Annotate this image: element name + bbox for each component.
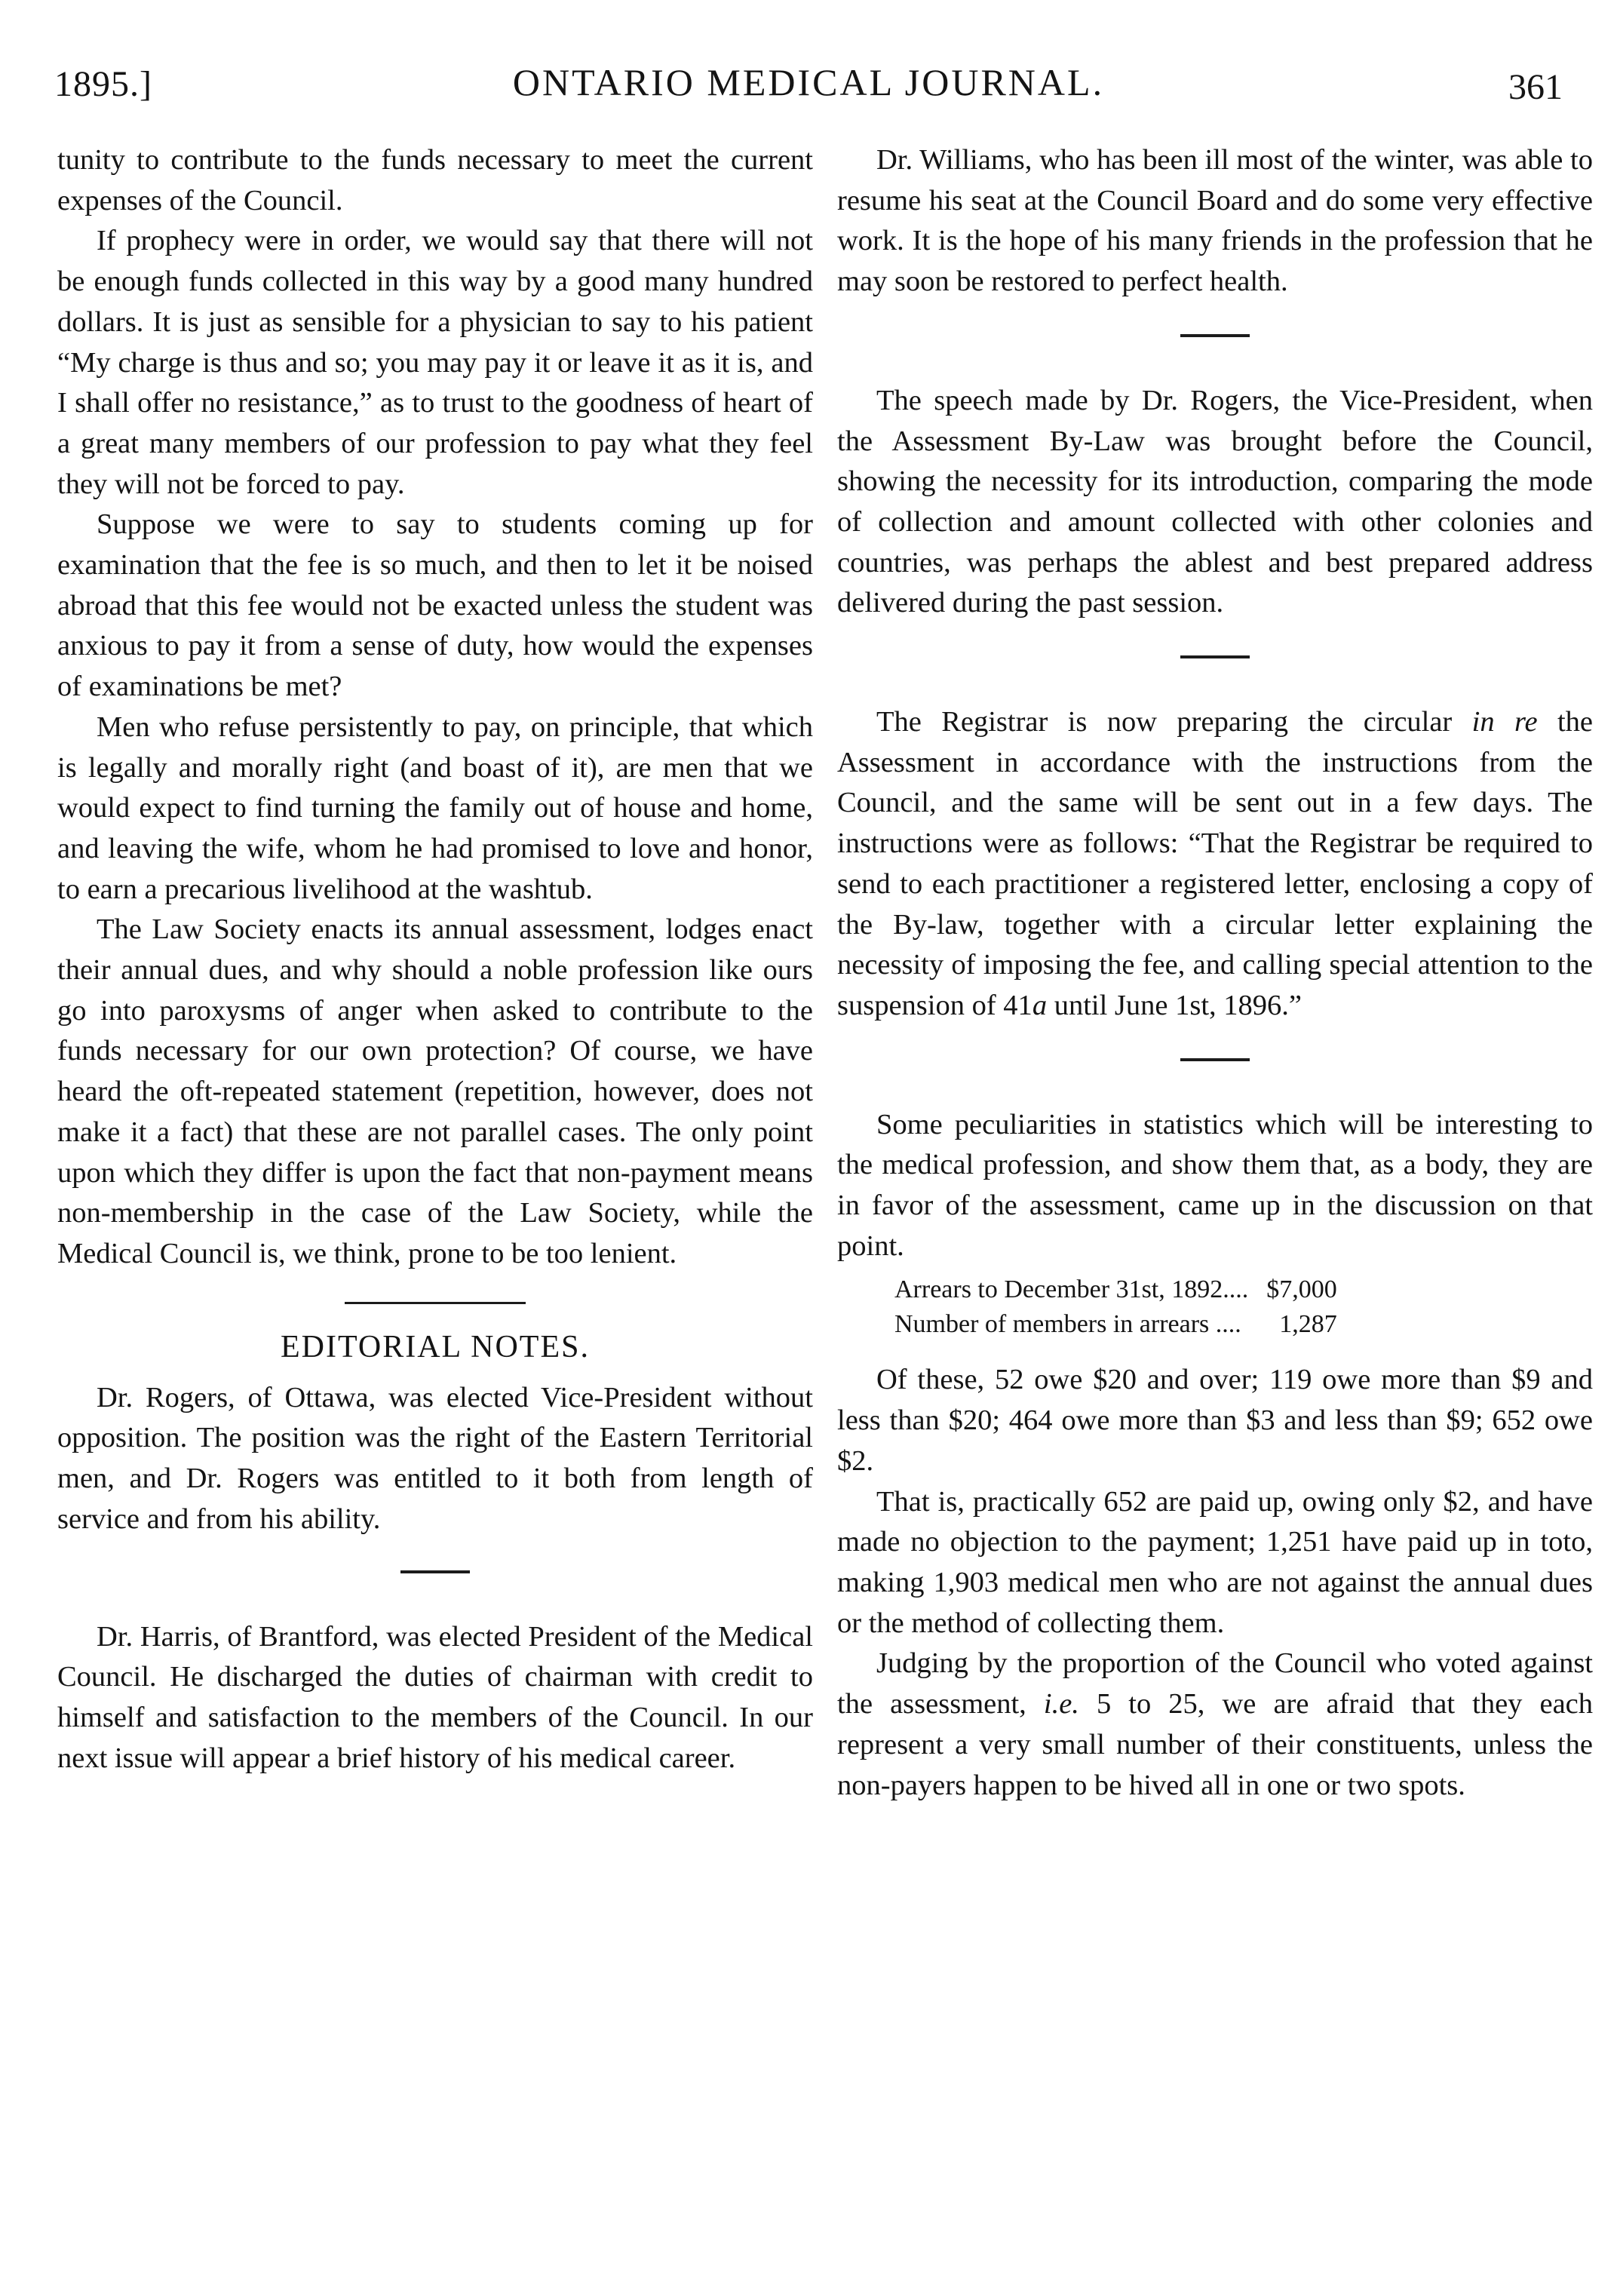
paragraph-law-society: The Law Society enacts its annual assessment, lodges enact their annual dues, and why should a noble profession like ours go into paroxysms of anger when asked to contribute to the funds necessary for our own protection? Of course, we have heard the oft-repeated statement (repetition, however, does not make it a fact) that these are not parallel cases. The only point upon which they differ is upon the fact that non-payment means non-membership in the case of the Law Society, while the Medical Council is, we think, prone to be too lenient.: [57, 913, 813, 1269]
section-divider: [345, 1302, 526, 1304]
note-divider: [1180, 1058, 1250, 1061]
right-column: [837, 140, 1593, 1806]
note-registrar: The Registrar is now preparing the circular in re the Assessment in accordance with the instructions from the Council, and the same will be sent out in a few days. The instructions were as follows: “That the Registrar be required to send to each practitioner a registered letter, enclosing a copy of the By-law, together with a circular letter explaining the necessity of imposing the fee, and calling special attention to the suspension of 41a until June 1st, 1896.”: [837, 706, 1593, 1021]
table-row: [894, 1307, 1337, 1342]
paragraph-breakdown: Of these, 52 owe $20 and over; 119 owe more than $9 and less than $20; 464 owe more than $3 and less than $9; 652 owe $2.: [837, 1364, 1593, 1477]
stat-label: Number of members in arrears ....: [894, 1310, 1241, 1339]
journal-title: ONTARIO MEDICAL JOURNAL.: [512, 61, 1105, 103]
note-harris: Dr. Harris, of Brantford, was elected President of the Medical Council. He discharged the duties of chairman with credit to himself and satisfaction to the members of the Council. In our next issue will appear a brief history of his medical career.: [57, 1620, 813, 1774]
paragraph-students: Suppose we were to say to students coming up for examination that the fee is so much, and then to let it be noised abroad that this fee would not be exacted unless the student was anxious to pay it from a sense of duty, how would the expenses of examinations be met?: [57, 508, 813, 703]
paragraph-prophecy: If prophecy were in order, we would say that there will not be enough funds collected in this way by a good many hundred dollars. It is just as sensible for a physician to say to his patient “My charge is thus and so; you may pay it or leave it as it is, and I shall offer no resistance,” as to trust to the goodness of heart of a great many members of our profession to pay what they feel they will not be forced to pay.: [57, 225, 813, 500]
paragraph-refusers: Men who refuse persistently to pay, on principle, that which is legally and morally right (and boast of it), are men that we would expect to find turning the family out of house and home, and leaving the wife, whom he had promised to love and honor, to earn a precarious livelihood at the washtub.: [57, 711, 813, 905]
note-rogers: Dr. Rogers, of Ottawa, was elected Vice-President without opposition. The position was the right of the Eastern Territorial men, and Dr. Rogers was entitled to it both from length of service and from his ability.: [57, 1381, 813, 1535]
stat-value: $7,000: [1266, 1275, 1337, 1304]
note-divider: [1180, 655, 1250, 658]
arrears-table: [894, 1272, 1337, 1342]
paragraph-continued: tunity to contribute to the funds necessary to meet the current expenses of the Council.: [57, 144, 813, 216]
note-speech: The speech made by Dr. Rogers, the Vice-President, when the Assessment By-Law was brought before the Council, showing the necessity for its introduction, comparing the mode of collection and amount collected with other colonies and countries, was perhaps the ablest and best prepared address delivered during the past session.: [837, 384, 1593, 619]
paragraph-paid-up: That is, practically 652 are paid up, owing only $2, and have made no objection to the payment; 1,251 have paid up in toto, making 1,903 medical men who are not against the annual dues or the method of collecting them.: [837, 1485, 1593, 1639]
section-heading: EDITORIAL NOTES.: [281, 1329, 590, 1364]
stat-label: Arrears to December 31st, 1892....: [894, 1275, 1249, 1304]
note-divider: [400, 1570, 470, 1573]
note-statistics: Some peculiarities in statistics which will be interesting to the medical profession, and show them that, as a body, they are in favor of the assessment, came up in the discussion on that point.: [837, 1108, 1593, 1262]
table-row: [894, 1272, 1337, 1307]
paragraph-judging: Judging by the proportion of the Council who voted against the assessment, i.e. 5 to 25, we are afraid that they each represent a very small number of their constituents, unless the non-payers happen to be hived all in one or two spots.: [837, 1647, 1593, 1801]
running-header: [54, 45, 1563, 113]
note-williams: Dr. Williams, who has been ill most of the winter, was able to resume his seat at the Council Board and do some very effective work. It is the hope of his many friends in the profession that he may soon be restored to perfect health.: [837, 144, 1593, 298]
header-year: 1895.]: [54, 64, 152, 104]
left-column: [57, 140, 813, 1779]
page-number: 361: [1508, 67, 1563, 107]
note-divider: [1180, 334, 1250, 337]
stat-value: 1,287: [1279, 1310, 1337, 1339]
